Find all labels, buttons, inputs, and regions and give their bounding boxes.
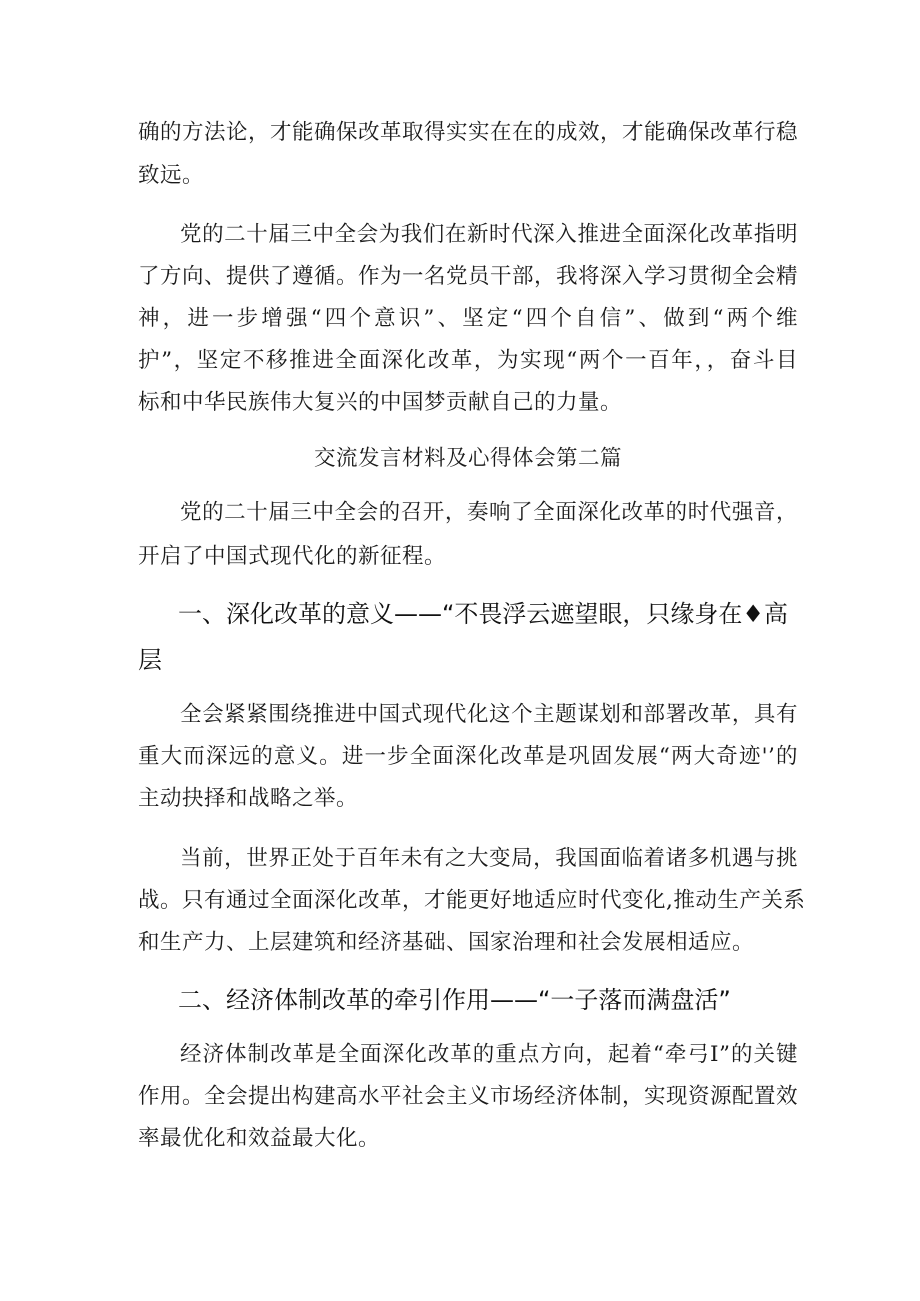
paragraph-5-line-2: 战。只有通过全面深化改革，才能更好地适应时代变化,推动生产关系 <box>138 888 806 913</box>
paragraph-4-line-3: 主动抉择和战略之举。 <box>138 786 359 811</box>
paragraph-4-line-1: 全会紧紧围绕推进中国式现代化这个主题谋划和部署改革，具有 <box>180 702 798 727</box>
paragraph-3-line-1: 党的二十届三中全会的召开，奏响了全面深化改革的时代强音， <box>180 500 798 525</box>
section-title: 交流发言材料及心得体会第二篇 <box>313 446 622 471</box>
paragraph-5-line-1: 当前，世界正处于百年未有之大变局，我国面临着诸多机遇与挑 <box>180 846 798 871</box>
paragraph-6-line-3: 率最优化和效益最大化。 <box>138 1126 381 1151</box>
paragraph-5-line-3: 和生产力、上层建筑和经济基础、国家治理和社会发展相适应。 <box>138 930 755 955</box>
paragraph-2-line-3: 神，进一步增强“四个意识”、坚定“四个自信”、做到“两个维 <box>138 306 798 331</box>
heading-1-line-1: 一、深化改革的意义——“不畏浮云遮望眼，只缘身在♦高 <box>178 600 788 628</box>
paragraph-1-line-2: 致远。 <box>138 163 205 188</box>
paragraph-4-line-2: 重大而深远的意义。进一步全面深化改革是巩固发展“两大奇迹'’的 <box>138 744 798 769</box>
heading-2: 二、经济体制改革的牵引作用——“一子落而满盘活” <box>178 986 731 1014</box>
paragraph-6-line-2: 作用。全会提出构建高水平社会主义市场经济体制，实现资源配置效 <box>138 1084 799 1109</box>
paragraph-1-line-1: 确的方法论，才能确保改革取得实实在在的成效，才能确保改革行稳 <box>138 120 799 145</box>
paragraph-2-line-4: 护”，坚定不移推进全面深化改革，为实现“两个一百年，，奋斗目 <box>138 348 798 373</box>
paragraph-3-line-2: 开启了中国式现代化的新征程。 <box>138 544 447 569</box>
paragraph-6-line-1: 经济体制改革是全面深化改革的重点方向，起着“牵弓I”的关键 <box>180 1042 798 1067</box>
paragraph-2-line-1: 党的二十届三中全会为我们在新时代深入推进全面深化改革指明 <box>180 222 798 247</box>
paragraph-2-line-2: 了方向、提供了遵循。作为一名党员干部，我将深入学习贯彻全会精 <box>138 264 799 289</box>
paragraph-2-line-5: 标和中华民族伟大复兴的中国梦贡献自己的力量。 <box>138 390 623 415</box>
heading-1-line-2: 层 <box>138 646 162 674</box>
